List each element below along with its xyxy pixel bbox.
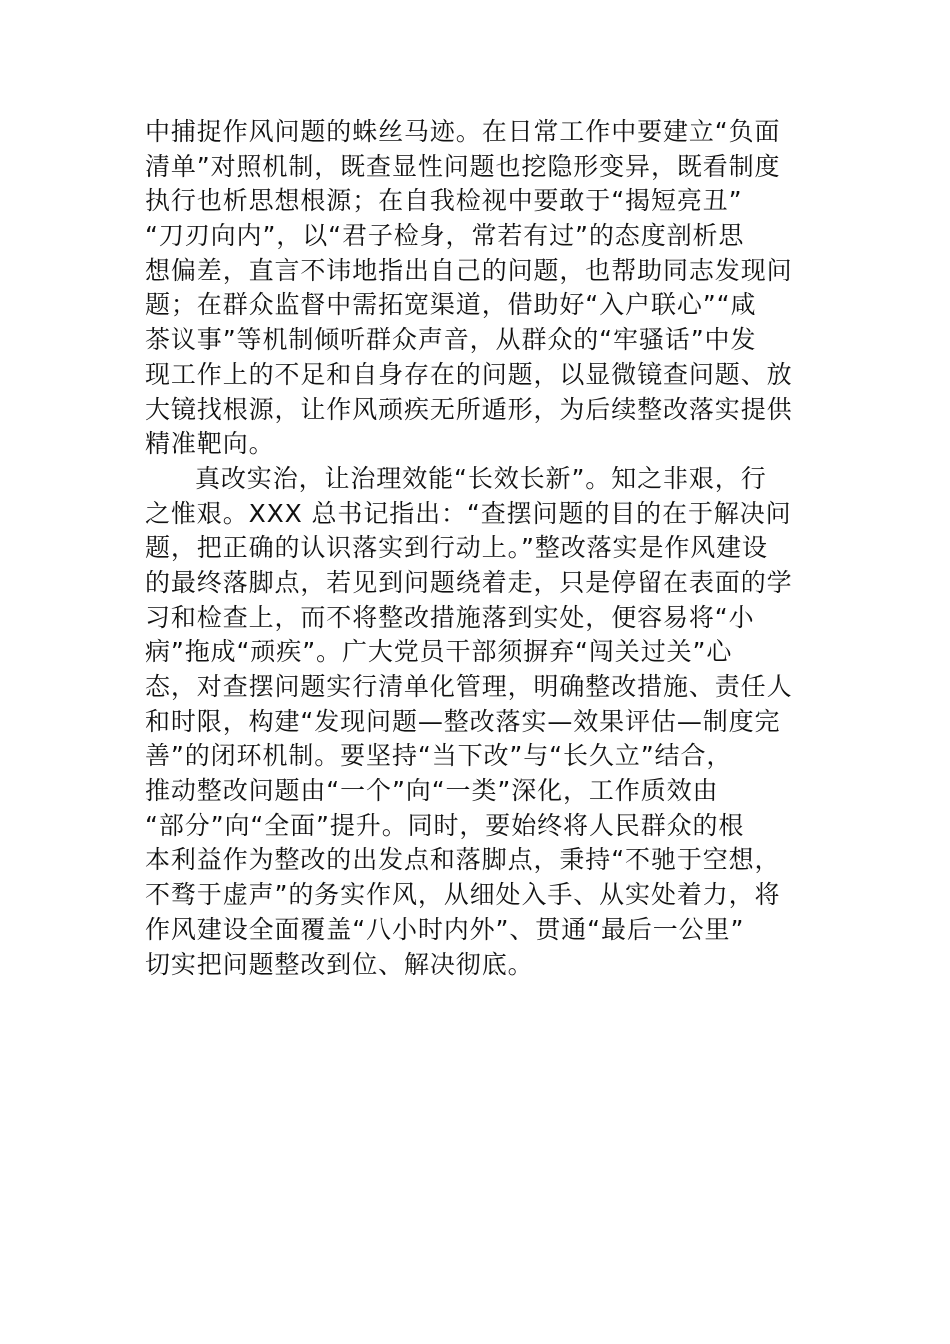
text-line: “刀刃向内”，以“君子检身，常若有过”的态度剖析思: [145, 221, 745, 251]
text-line: 态，对查摆问题实行清单化管理，明确整改措施、责任人: [145, 672, 793, 701]
text-line: 大镜找根源，让作风顽疾无所遁形，为后续整改落实提供: [145, 394, 793, 424]
text-line: 本利益作为整改的出发点和落脚点，秉持“不驰于空想，: [145, 845, 781, 875]
text-line: 题；在群众监督中需拓宽渠道，借助好“入户联心”“咸: [145, 290, 757, 320]
text-line: 想偏差，直言不讳地指出自己的问题，也帮助同志发现问: [145, 255, 793, 285]
text-line: 不骛于虚声”的务实作风，从细处入手、从实处着力，将: [145, 880, 781, 910]
text-line: 善”的闭环机制。要坚持“当下改”与“长久立”结合，: [145, 741, 733, 771]
body-text: [145, 115, 810, 982]
text-line: 习和检查上，而不将整改措施落到实处，便容易将“小: [145, 602, 755, 632]
text-line: 之惟艰。XXX 总书记指出：“查摆问题的目的在于解决问: [145, 498, 792, 528]
text-line: 执行也析思想根源；在自我检视中要敢于“揭短亮丑”: [145, 186, 743, 216]
text-line: “部分”向“全面”提升。同时，要始终将人民群众的根: [145, 810, 745, 840]
text-line: 作风建设全面覆盖“八小时内外”、贯通“最后一公里”: [145, 914, 745, 944]
text-line: 推动整改问题由“一个”向“一类”深化，工作质效由: [145, 776, 719, 806]
text-line: 清单”对照机制，既查显性问题也挖隐形变异，既看制度: [145, 151, 781, 181]
text-line: 精准靶向。: [145, 429, 275, 459]
text-line: 现工作上的不足和自身存在的问题，以显微镜查问题、放: [145, 359, 793, 389]
text-line: 题，把正确的认识落实到行动上。”整改落实是作风建设: [145, 533, 768, 563]
text-line: 的最终落脚点，若见到问题绕着走，只是停留在表面的学: [145, 567, 793, 597]
text-line: 和时限，构建“发现问题—整改落实—效果评估—制度完: [145, 706, 781, 736]
paragraph-first-line: 真改实治，让治理效能“长效长新”。知之非艰，行: [195, 463, 767, 493]
text-line: 茶议事”等机制倾听群众声音，从群众的“牢骚话”中发: [145, 325, 757, 355]
text-line: 中捕捉作风问题的蛛丝马迹。在日常工作中要建立“负面: [145, 117, 781, 146]
text-line: 病”拖成“顽疾”。广大党员干部须摒弃“闯关过关”心: [145, 637, 733, 667]
text-line: 切实把问题整改到位、解决彻底。: [145, 949, 534, 979]
